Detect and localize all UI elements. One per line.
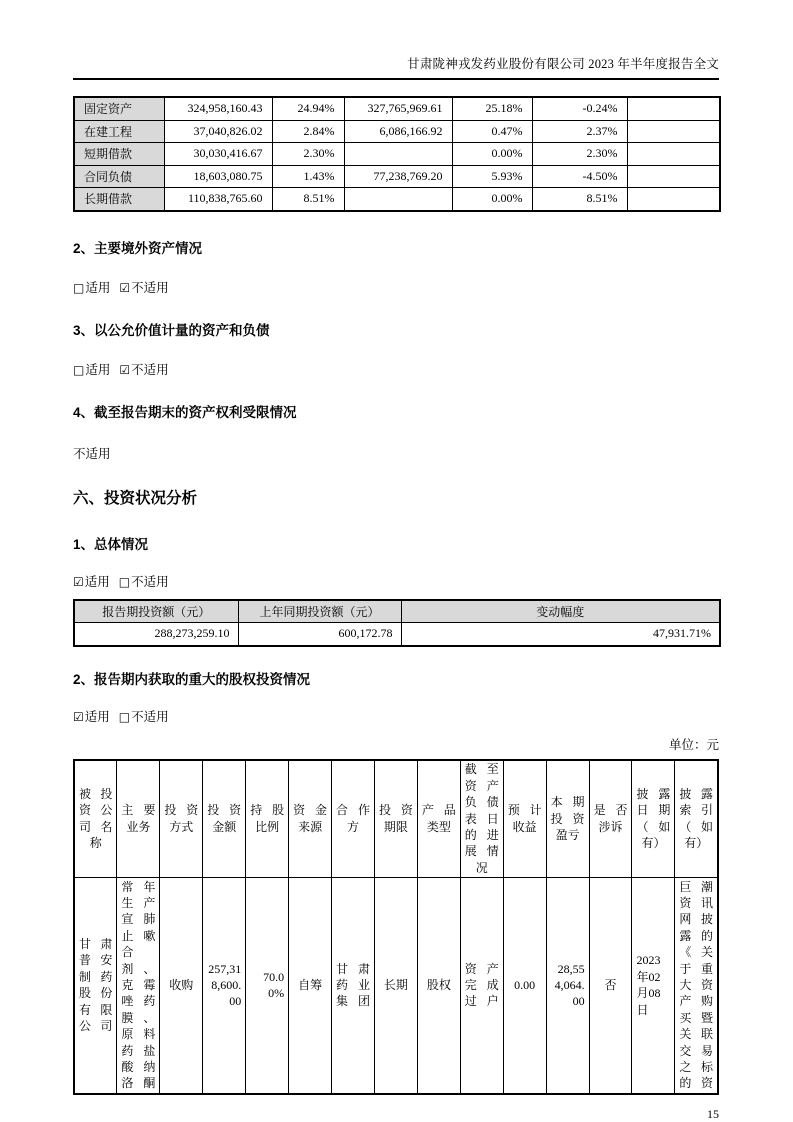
section-heading-investment-analysis: 六、投资状况分析 bbox=[73, 489, 198, 507]
checkbox-group bbox=[119, 710, 169, 724]
column-header: 披露索引（如有） bbox=[675, 760, 718, 878]
table-cell: 28,554,064.00 bbox=[546, 878, 589, 1094]
table-cell: 2023年02月08日 bbox=[632, 878, 675, 1094]
table-cell bbox=[344, 188, 452, 211]
checkbox-label: 适用 bbox=[85, 280, 111, 295]
table-header-row bbox=[74, 760, 718, 878]
document-header bbox=[73, 0, 719, 80]
table-cell: 0.00% bbox=[452, 143, 532, 166]
table-cell: 47,931.71% bbox=[401, 623, 720, 646]
table-cell: 24.94% bbox=[272, 97, 344, 120]
table-cell: 25.18% bbox=[452, 97, 532, 120]
column-header: 资金来源 bbox=[289, 760, 332, 878]
checkbox-checked-icon: ☑ bbox=[73, 709, 84, 724]
table-cell: 1.43% bbox=[272, 165, 344, 188]
section-heading-overall-situation: 1、总体情况 bbox=[73, 536, 149, 552]
checkbox-group bbox=[119, 281, 168, 295]
column-header: 变动幅度 bbox=[401, 600, 720, 623]
section-heading-restricted-rights: 4、截至报告期末的资产权利受限情况 bbox=[73, 404, 297, 420]
table-cell: 短期借款 bbox=[74, 143, 164, 166]
checkbox-checked-icon: ☑ bbox=[73, 574, 84, 589]
table-cell: 否 bbox=[589, 878, 632, 1094]
table-cell: 股权 bbox=[417, 878, 460, 1094]
table-cell: 18,603,080.75 bbox=[164, 165, 272, 188]
table-cell: 0.00 bbox=[503, 878, 546, 1094]
table-cell: 2.37% bbox=[532, 120, 627, 143]
investment-summary-table bbox=[73, 599, 721, 647]
column-header: 本期投资盈亏 bbox=[546, 760, 589, 878]
checkbox-unchecked-icon: □ bbox=[118, 709, 131, 724]
table-cell: 巨潮资讯网披露的《关于重大资产购买暨关联交易之标的资 bbox=[675, 878, 718, 1094]
table-cell: 在建工程 bbox=[74, 120, 164, 143]
checkbox-group bbox=[73, 575, 110, 589]
column-header: 被投资公司名称 bbox=[74, 760, 117, 878]
checkbox-unchecked-icon: □ bbox=[73, 362, 85, 377]
table-cell: 自筹 bbox=[289, 878, 332, 1094]
checkbox-label: 不适用 bbox=[131, 574, 169, 589]
table-cell: 30,030,416.67 bbox=[164, 143, 272, 166]
checkbox-unchecked-icon: □ bbox=[118, 574, 131, 589]
table-cell: 6,086,166.92 bbox=[344, 120, 452, 143]
table-cell: 资产完成过户 bbox=[460, 878, 503, 1094]
table-cell: 0.00% bbox=[452, 188, 532, 211]
table-cell: 37,040,826.02 bbox=[164, 120, 272, 143]
table-cell: 2.30% bbox=[532, 143, 627, 166]
table-cell bbox=[627, 188, 720, 211]
table-cell bbox=[627, 97, 720, 120]
table-cell: 收购 bbox=[160, 878, 203, 1094]
table-cell bbox=[627, 120, 720, 143]
checkbox-label: 不适用 bbox=[131, 709, 169, 724]
column-header: 是否涉诉 bbox=[589, 760, 632, 878]
column-header: 上年同期投资额（元） bbox=[238, 600, 401, 623]
column-header: 主要业务 bbox=[117, 760, 160, 878]
table-cell: 5.93% bbox=[452, 165, 532, 188]
table-cell: 324,958,160.43 bbox=[164, 97, 272, 120]
column-header: 投资方式 bbox=[160, 760, 203, 878]
checkbox-unchecked-icon: □ bbox=[73, 280, 85, 295]
table-cell: 8.51% bbox=[532, 188, 627, 211]
table-cell: 长期 bbox=[374, 878, 417, 1094]
table-cell: 288,273,259.10 bbox=[74, 623, 238, 646]
table-row bbox=[74, 97, 720, 120]
table-cell: 2.30% bbox=[272, 143, 344, 166]
table-cell: 110,838,765.60 bbox=[164, 188, 272, 211]
checkbox-group bbox=[119, 575, 169, 589]
checkbox-group bbox=[73, 710, 110, 724]
page-number: 15 bbox=[707, 1106, 719, 1121]
section-heading-fair-value: 3、以公允价值计量的资产和负债 bbox=[73, 322, 270, 338]
table-cell bbox=[627, 143, 720, 166]
table-cell bbox=[344, 143, 452, 166]
table-cell: 合同负债 bbox=[74, 165, 164, 188]
not-applicable-text: 不适用 bbox=[73, 446, 111, 461]
checkbox-group bbox=[119, 363, 168, 377]
applicability-line bbox=[73, 572, 719, 590]
table-cell: 常年生产宣肺止嗽合剂、克霉唑药膜、原料药盐酸纳洛酮 bbox=[117, 878, 160, 1094]
checkbox-checked-icon: ☑ bbox=[119, 362, 131, 377]
table-cell: 77,238,769.20 bbox=[344, 165, 452, 188]
checkbox-label: 适用 bbox=[85, 362, 111, 377]
table-cell: 长期借款 bbox=[74, 188, 164, 211]
checkbox-label: 适用 bbox=[84, 574, 110, 589]
column-header: 产品类型 bbox=[417, 760, 460, 878]
equity-investment-table bbox=[73, 759, 719, 1095]
table-cell: 2.84% bbox=[272, 120, 344, 143]
applicability-line bbox=[73, 278, 719, 296]
table-cell: 327,765,969.61 bbox=[344, 97, 452, 120]
checkbox-group bbox=[73, 281, 110, 295]
table-row bbox=[74, 165, 720, 188]
table-row bbox=[74, 623, 720, 646]
table-row bbox=[74, 878, 718, 1094]
table-row bbox=[74, 600, 720, 623]
table-cell: 8.51% bbox=[272, 188, 344, 211]
column-header: 预计收益 bbox=[503, 760, 546, 878]
checkbox-label: 不适用 bbox=[131, 280, 169, 295]
section-heading-major-equity-investment: 2、报告期内获取的重大的股权投资情况 bbox=[73, 671, 311, 687]
document-title: 甘肃陇神戎发药业股份有限公司 2023 年半年度报告全文 bbox=[407, 57, 719, 71]
table-cell: 甘肃药业集团 bbox=[332, 878, 375, 1094]
column-header: 合作方 bbox=[332, 760, 375, 878]
column-header: 投资期限 bbox=[374, 760, 417, 878]
table-cell bbox=[627, 165, 720, 188]
table-cell: -0.24% bbox=[532, 97, 627, 120]
table-cell: 70.00% bbox=[246, 878, 289, 1094]
table-cell: 257,318,600.00 bbox=[203, 878, 246, 1094]
applicability-line bbox=[73, 707, 719, 725]
column-header: 持股比例 bbox=[246, 760, 289, 878]
asset-comparison-table bbox=[73, 96, 721, 212]
checkbox-label: 不适用 bbox=[131, 362, 169, 377]
table-row bbox=[74, 143, 720, 166]
table-cell: 600,172.78 bbox=[238, 623, 401, 646]
table-cell: 固定资产 bbox=[74, 97, 164, 120]
column-header: 披露日期（如有） bbox=[632, 760, 675, 878]
checkbox-checked-icon: ☑ bbox=[119, 280, 131, 295]
table-row bbox=[74, 188, 720, 211]
table-cell: 0.47% bbox=[452, 120, 532, 143]
table-row bbox=[74, 120, 720, 143]
column-header: 报告期投资额（元） bbox=[74, 600, 238, 623]
checkbox-label: 适用 bbox=[84, 709, 110, 724]
column-header: 截至资产负债表日的进展情况 bbox=[460, 760, 503, 878]
unit-label: 单位：元 bbox=[668, 737, 719, 752]
table-cell: -4.50% bbox=[532, 165, 627, 188]
section-heading-overseas-assets: 2、主要境外资产情况 bbox=[73, 240, 203, 256]
column-header: 投资金额 bbox=[203, 760, 246, 878]
applicability-line bbox=[73, 360, 719, 378]
table-cell: 甘肃普安制药股份有限公司 bbox=[74, 878, 117, 1094]
checkbox-group bbox=[73, 363, 110, 377]
